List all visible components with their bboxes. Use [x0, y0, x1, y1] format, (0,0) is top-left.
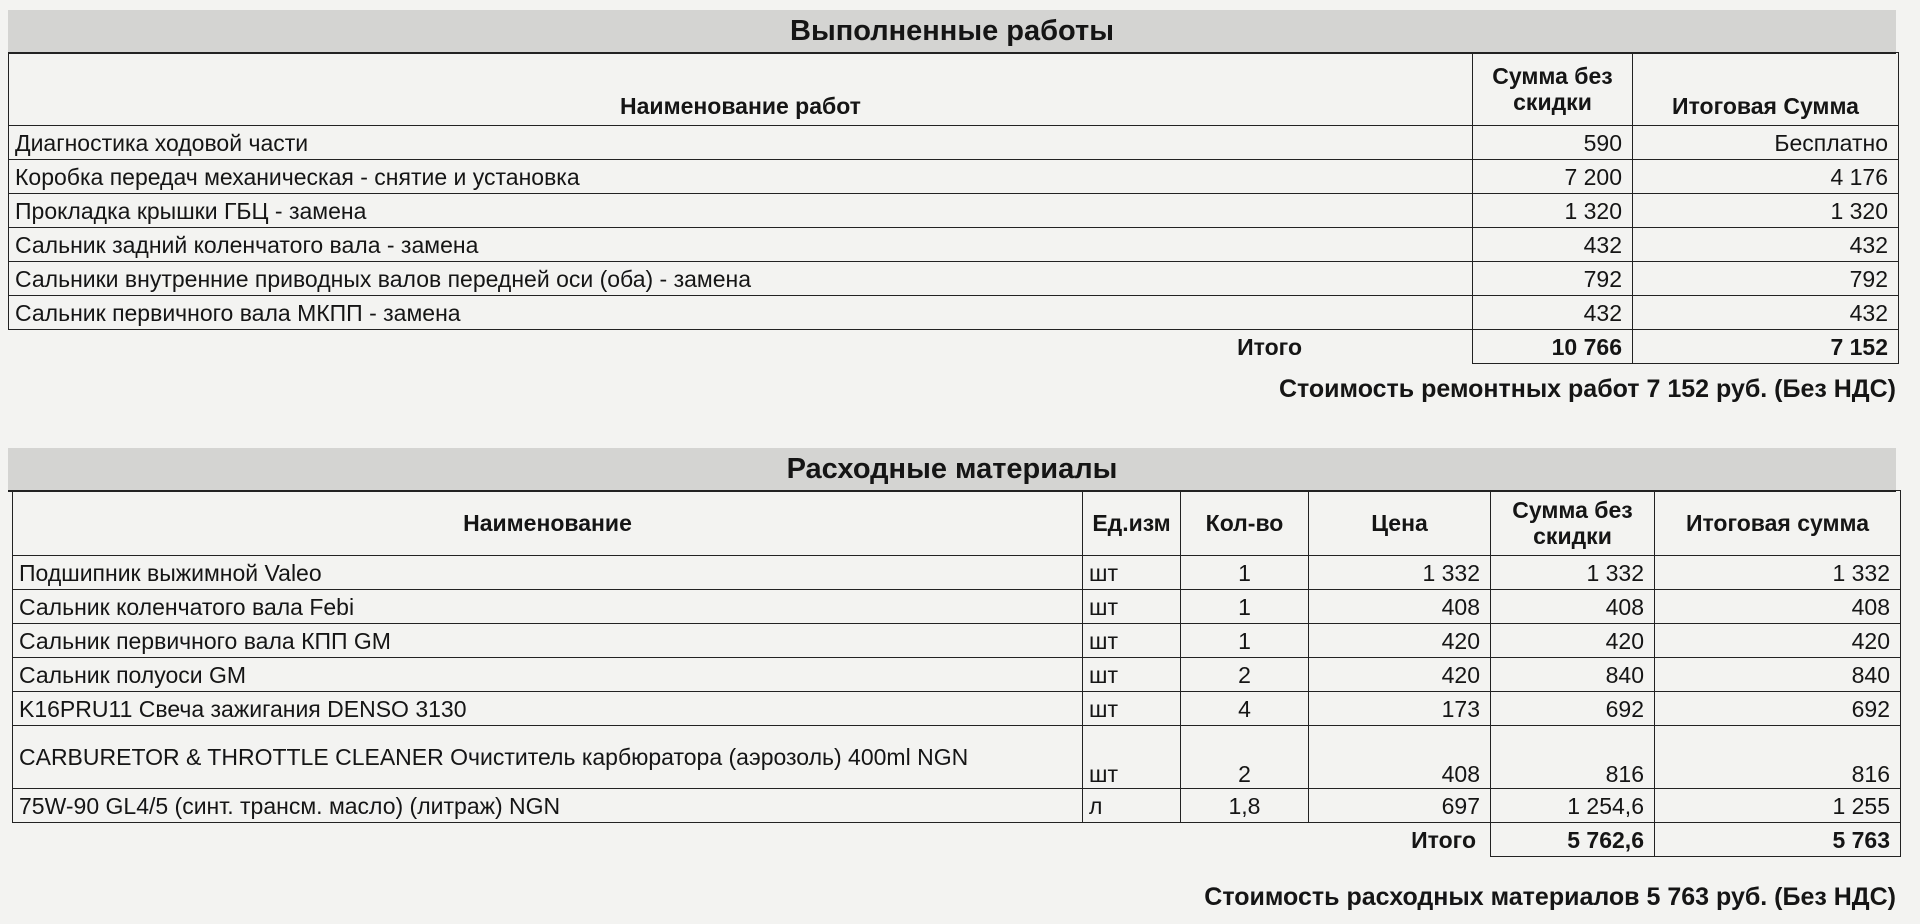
table-row — [9, 194, 1899, 228]
table-row — [13, 590, 1901, 624]
material-name: Сальник полуоси GM — [13, 658, 1083, 692]
works-total-label: Итого — [1237, 333, 1302, 360]
material-sum: 408 — [1491, 590, 1655, 624]
materials-header-total: Итоговая сумма — [1655, 491, 1901, 556]
works-total-final: 7 152 — [1633, 330, 1899, 364]
works-total-row — [9, 330, 1899, 364]
materials-header-price: Цена — [1309, 491, 1491, 556]
work-name: Прокладка крышки ГБЦ - замена — [9, 194, 1473, 228]
work-total: 432 — [1633, 228, 1899, 262]
work-sum: 7 200 — [1473, 160, 1633, 194]
materials-section-title: Расходные материалы — [8, 448, 1896, 492]
table-row — [13, 789, 1901, 823]
materials-total-final: 5 763 — [1655, 823, 1901, 857]
work-total: 1 320 — [1633, 194, 1899, 228]
material-qty: 1,8 — [1181, 789, 1309, 823]
material-price: 173 — [1309, 692, 1491, 726]
work-sum: 1 320 — [1473, 194, 1633, 228]
material-name: CARBURETOR & THROTTLE CLEANER Очиститель карбюратора (аэрозоль) 400ml NGN — [13, 726, 1083, 789]
work-total: 792 — [1633, 262, 1899, 296]
table-row — [9, 262, 1899, 296]
materials-total-row — [13, 823, 1901, 857]
work-sum: 432 — [1473, 296, 1633, 330]
work-sum: 432 — [1473, 228, 1633, 262]
table-row — [9, 228, 1899, 262]
work-name: Сальники внутренние приводных валов передней оси (оба) - замена — [9, 262, 1473, 296]
works-cost-summary: Стоимость ремонтных работ 7 152 руб. (Без НДС) — [1278, 375, 1896, 403]
materials-header-unit: Ед.изм — [1083, 491, 1181, 556]
material-sum: 420 — [1491, 624, 1655, 658]
table-row — [9, 160, 1899, 194]
material-unit: шт — [1083, 726, 1181, 789]
work-name: Коробка передач механическая - снятие и установка — [9, 160, 1473, 194]
materials-total-sum: 5 762,6 — [1491, 823, 1655, 857]
materials-header-sum: Сумма без скидки — [1491, 491, 1655, 556]
material-unit: л — [1083, 789, 1181, 823]
material-total: 1 255 — [1655, 789, 1901, 823]
material-price: 408 — [1309, 726, 1491, 789]
material-price: 1 332 — [1309, 556, 1491, 590]
material-total: 1 332 — [1655, 556, 1901, 590]
table-row — [13, 692, 1901, 726]
material-price: 697 — [1309, 789, 1491, 823]
material-qty: 4 — [1181, 692, 1309, 726]
material-total: 420 — [1655, 624, 1901, 658]
material-qty: 2 — [1181, 726, 1309, 789]
material-qty: 1 — [1181, 624, 1309, 658]
material-unit: шт — [1083, 692, 1181, 726]
work-total: 432 — [1633, 296, 1899, 330]
material-sum: 692 — [1491, 692, 1655, 726]
works-section-title: Выполненные работы — [8, 10, 1896, 54]
material-total: 840 — [1655, 658, 1901, 692]
material-sum: 816 — [1491, 726, 1655, 789]
works-header-sum: Сумма без скидки — [1473, 53, 1633, 126]
work-total: 4 176 — [1633, 160, 1899, 194]
table-row — [9, 126, 1899, 160]
material-total: 408 — [1655, 590, 1901, 624]
work-sum: 590 — [1473, 126, 1633, 160]
materials-table — [12, 490, 1901, 857]
work-sum: 792 — [1473, 262, 1633, 296]
material-name: Сальник коленчатого вала Febi — [13, 590, 1083, 624]
material-qty: 2 — [1181, 658, 1309, 692]
works-total-sum: 10 766 — [1473, 330, 1633, 364]
table-row — [13, 726, 1901, 789]
work-name: Диагностика ходовой части — [9, 126, 1473, 160]
works-header-row — [9, 53, 1899, 126]
table-row — [13, 624, 1901, 658]
material-unit: шт — [1083, 556, 1181, 590]
table-row — [13, 658, 1901, 692]
material-total: 692 — [1655, 692, 1901, 726]
material-name: 75W-90 GL4/5 (синт. трансм. масло) (литраж) NGN — [13, 789, 1083, 823]
material-qty: 1 — [1181, 590, 1309, 624]
material-unit: шт — [1083, 658, 1181, 692]
materials-header-qty: Кол-во — [1181, 491, 1309, 556]
material-unit: шт — [1083, 624, 1181, 658]
material-sum: 1 332 — [1491, 556, 1655, 590]
works-header-name: Наименование работ — [9, 53, 1473, 126]
materials-total-label: Итого — [1411, 826, 1476, 853]
materials-cost-summary: Стоимость расходных материалов 5 763 руб. (Без НДС) — [1204, 883, 1896, 911]
works-table — [8, 52, 1899, 364]
material-name: Подшипник выжимной Valeo — [13, 556, 1083, 590]
table-row — [13, 556, 1901, 590]
material-total: 816 — [1655, 726, 1901, 789]
material-sum: 840 — [1491, 658, 1655, 692]
table-row — [9, 296, 1899, 330]
work-name: Сальник первичного вала МКПП - замена — [9, 296, 1473, 330]
material-name: K16PRU11 Свеча зажигания DENSO 3130 — [13, 692, 1083, 726]
material-sum: 1 254,6 — [1491, 789, 1655, 823]
material-name: Сальник первичного вала КПП GM — [13, 624, 1083, 658]
material-unit: шт — [1083, 590, 1181, 624]
material-price: 420 — [1309, 658, 1491, 692]
work-name: Сальник задний коленчатого вала - замена — [9, 228, 1473, 262]
material-qty: 1 — [1181, 556, 1309, 590]
materials-header-name: Наименование — [13, 491, 1083, 556]
work-total: Бесплатно — [1633, 126, 1899, 160]
materials-header-row — [13, 491, 1901, 556]
material-price: 420 — [1309, 624, 1491, 658]
material-price: 408 — [1309, 590, 1491, 624]
works-header-total: Итоговая Сумма — [1633, 53, 1899, 126]
